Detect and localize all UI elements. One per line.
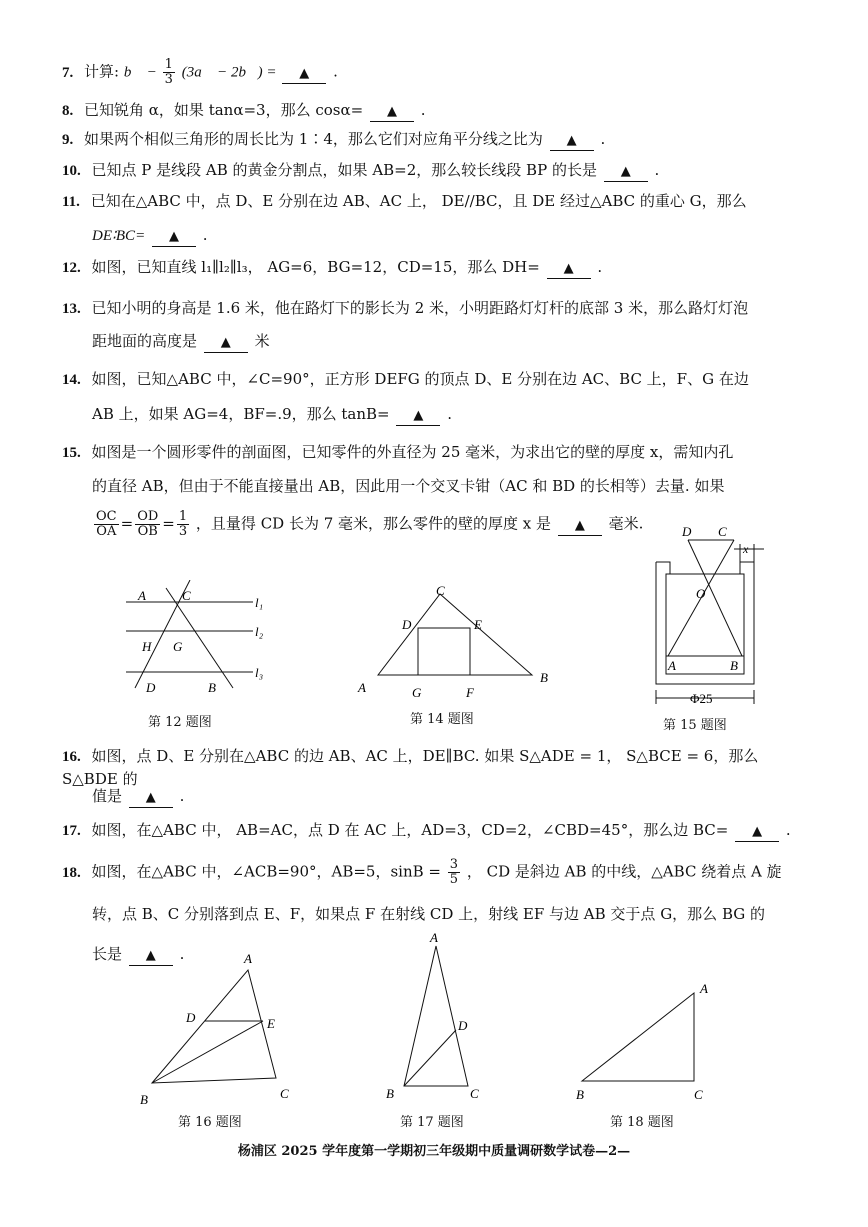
answer-blank: ▲ [558,515,602,536]
question-14-line2 [92,403,796,426]
question-number: 13. [62,301,81,317]
svg-text:A: A [244,951,252,966]
question-text: 距地面的高度是 [92,332,198,350]
question-text: 的直径 AB，但由于不能直接量出 AB，因此用一个交叉卡钳（AC 和 BD 的长相等）去量. 如果 [92,477,725,495]
question-18-line2 [92,903,796,925]
svg-text:B: B [208,680,216,695]
svg-text:C: C [182,588,191,603]
question-text: 值是 [92,787,123,805]
caption-fig17: 第 17 题图 [400,1115,464,1130]
question-14 [62,368,796,391]
question-tail: . [333,62,338,81]
question-15 [62,441,796,464]
answer-blank: ▲ [396,405,440,426]
figure-18 [570,975,730,1105]
svg-text:Φ25: Φ25 [690,691,713,706]
math-expression: b⃗ − [123,64,161,81]
svg-text:C: C [280,1086,289,1101]
answer-blank: ▲ [129,945,173,966]
svg-text:B: B [386,1086,394,1101]
question-number: 11. [62,194,80,210]
svg-text:A: A [138,588,146,603]
question-text: AB 上，如果 AG=4，BF=.9，那么 tanB= [92,405,390,423]
svg-text:D: D [682,524,692,539]
fraction-od-ob: $\frac{OD}{OB}$ [137,509,159,539]
svg-text:D: D [402,617,412,632]
question-15-line3: $\frac{OC}{OA}$ = $\frac{OD}{OB}$ = $\frac{1}{3}$ ，且量得 CD 长为 7 毫米，那么零件的壁的厚度 x 是 ▲ 毫米. [96,509,644,539]
question-tail: . [179,787,185,805]
svg-text:A: A [668,658,676,673]
question-18 [62,858,796,887]
svg-text:H: H [142,639,152,654]
question-16-line2 [92,785,796,808]
caption-fig18: 第 18 题图 [610,1115,674,1130]
question-tail: 米 [254,332,270,350]
answer-blank: ▲ [129,787,173,808]
question-17 [62,819,796,842]
question-tail: . [420,101,426,119]
answer-blank: ▲ [370,101,414,122]
figure-15 [650,522,770,712]
question-number: 14. [62,372,81,388]
fraction-oc-oa: $\frac{OC}{OA}$ [96,509,117,539]
caption-fig15: 第 15 题图 [663,718,727,733]
svg-text:O: O [696,586,706,601]
answer-blank: ▲ [550,130,594,151]
question-text: 如图是一个圆形零件的剖面图，已知零件的外直径为 25 毫米，为求出它的壁的厚度 x，需知内孔 [91,443,734,461]
caption-fig16: 第 16 题图 [178,1115,242,1130]
question-tail: . [202,226,208,244]
figure-12 [118,580,278,700]
question-tail: . [600,130,606,148]
answer-blank: ▲ [204,332,248,353]
question-text: 转，点 B、C 分别落到点 E、F，如果点 F 在射线 CD 上，射线 EF 与边 AB 交于点 G，那么 BG 的 [92,905,766,923]
question-10 [62,159,796,182]
question-text: 已知点 P 是线段 AB 的黄金分割点，如果 AB=2，那么较长线段 BP 的长是 [91,161,597,179]
question-text: ，且量得 CD 长为 7 毫米，那么零件的壁的厚度 x 是 [195,514,552,533]
question-number: 17. [62,823,81,839]
question-11 [62,190,796,213]
question-text: 如图，在△ABC 中， AB=AC，点 D 在 AC 上，AD=3，CD=2，∠CBD=45°，那么边 BC= [91,821,729,839]
svg-text:l₁: l₁ [255,595,264,610]
answer-blank: ▲ [282,63,326,84]
question-text: DE∶BC= [92,228,146,244]
answer-blank: ▲ [735,821,779,842]
question-13 [62,297,796,320]
fraction-three-fifths: $\frac{3}{5}$ [449,857,459,887]
question-number: 7. [62,64,74,81]
svg-text:B: B [730,658,738,673]
svg-text:C: C [718,524,727,539]
svg-text:l₃: l₃ [255,665,264,680]
figure-16 [130,948,300,1108]
svg-text:B: B [140,1092,148,1107]
question-number: 16. [62,749,81,765]
svg-text:A: A [700,981,708,996]
svg-text:C: C [694,1087,703,1102]
question-11-line2 [92,224,796,247]
question-text: 如图，点 D、E 分别在△ABC 的边 AB、AC 上，DE∥BC. 如果 S△ADE = 1， S△BCE = 6，那么 S△BDE 的 [62,747,759,788]
svg-text:F: F [466,685,474,700]
question-text: 如图，在△ABC 中，∠ACB=90°，AB=5，sinB = [91,862,441,881]
answer-blank: ▲ [604,161,648,182]
question-number: 9. [62,132,74,148]
question-9 [62,128,796,151]
question-number: 15. [62,445,81,461]
caption-fig12: 第 12 题图 [148,715,212,730]
answer-blank: ▲ [547,258,591,279]
question-16 [62,745,796,790]
fraction: $\frac{1}{3}$ [164,57,173,87]
svg-text:E: E [267,1016,275,1031]
svg-text:D: D [458,1018,468,1033]
question-text: 已知在△ABC 中，点 D、E 分别在边 AB、AC 上， DE//BC，且 DE 经过△ABC 的重心 G，那么 [90,192,747,210]
question-number: 8. [62,103,74,119]
svg-text:C: C [436,583,445,598]
question-tail: . [597,258,603,276]
caption-fig14: 第 14 题图 [410,712,474,727]
question-tail: . [785,821,791,839]
question-number: 18. [62,864,81,881]
svg-text:A: A [430,930,438,945]
svg-text:B: B [540,670,548,685]
question-tail: 毫米. [608,514,644,533]
figure-14 [352,582,562,702]
question-7 [62,58,796,87]
question-12 [62,256,796,279]
fraction-one-third: $\frac{1}{3}$ [178,509,188,539]
svg-text:l₂: l₂ [255,624,264,639]
svg-text:B: B [576,1087,584,1102]
question-text: 如果两个相似三角形的周长比为 1∶4，那么它们对应角平分线之比为 [84,130,543,148]
question-tail: . [447,405,452,423]
svg-text:C: C [470,1086,479,1101]
math-expression: (3a⃗ − 2b⃗) = [181,64,281,81]
question-tail: . [179,945,185,963]
svg-text:G: G [173,639,183,654]
svg-text:x: x [743,542,749,556]
svg-text:E: E [474,617,482,632]
question-tail: . [654,161,660,179]
question-text: ， CD 是斜边 AB 的中线，△ABC 绕着点 A 旋 [466,862,782,881]
figure-17 [380,928,490,1108]
question-13-line2 [92,330,796,353]
answer-blank: ▲ [152,226,196,247]
question-text: 已知锐角 α，如果 tanα=3，那么 cosα= [84,101,364,119]
svg-text:D: D [186,1010,196,1025]
page-footer: 杨浦区 2025 学年度第一学期初三年级期中质量调研数学试卷—2— [237,1144,631,1159]
question-number: 12. [62,260,81,276]
question-text: 已知小明的身高是 1.6 米，他在路灯下的影长为 2 米，小明距路灯灯杆的底部 3 米，那么路灯灯泡 [91,299,749,317]
question-text: 长是 [92,945,123,963]
svg-text:G: G [412,685,422,700]
question-number: 10. [62,163,81,179]
question-8 [62,99,796,122]
svg-text:D: D [146,680,156,695]
question-text: 如图，已知直线 l₁∥l₂∥l₃， AG=6，BG=12，CD=15，那么 DH= [91,258,540,276]
question-15-line2 [92,475,796,497]
question-text: 如图，已知△ABC 中，∠C=90°，正方形 DEFG 的顶点 D、E 分别在边 AC、BC 上，F、G 在边 [91,370,749,388]
svg-text:A: A [358,680,366,695]
question-text: 计算: [84,62,124,81]
